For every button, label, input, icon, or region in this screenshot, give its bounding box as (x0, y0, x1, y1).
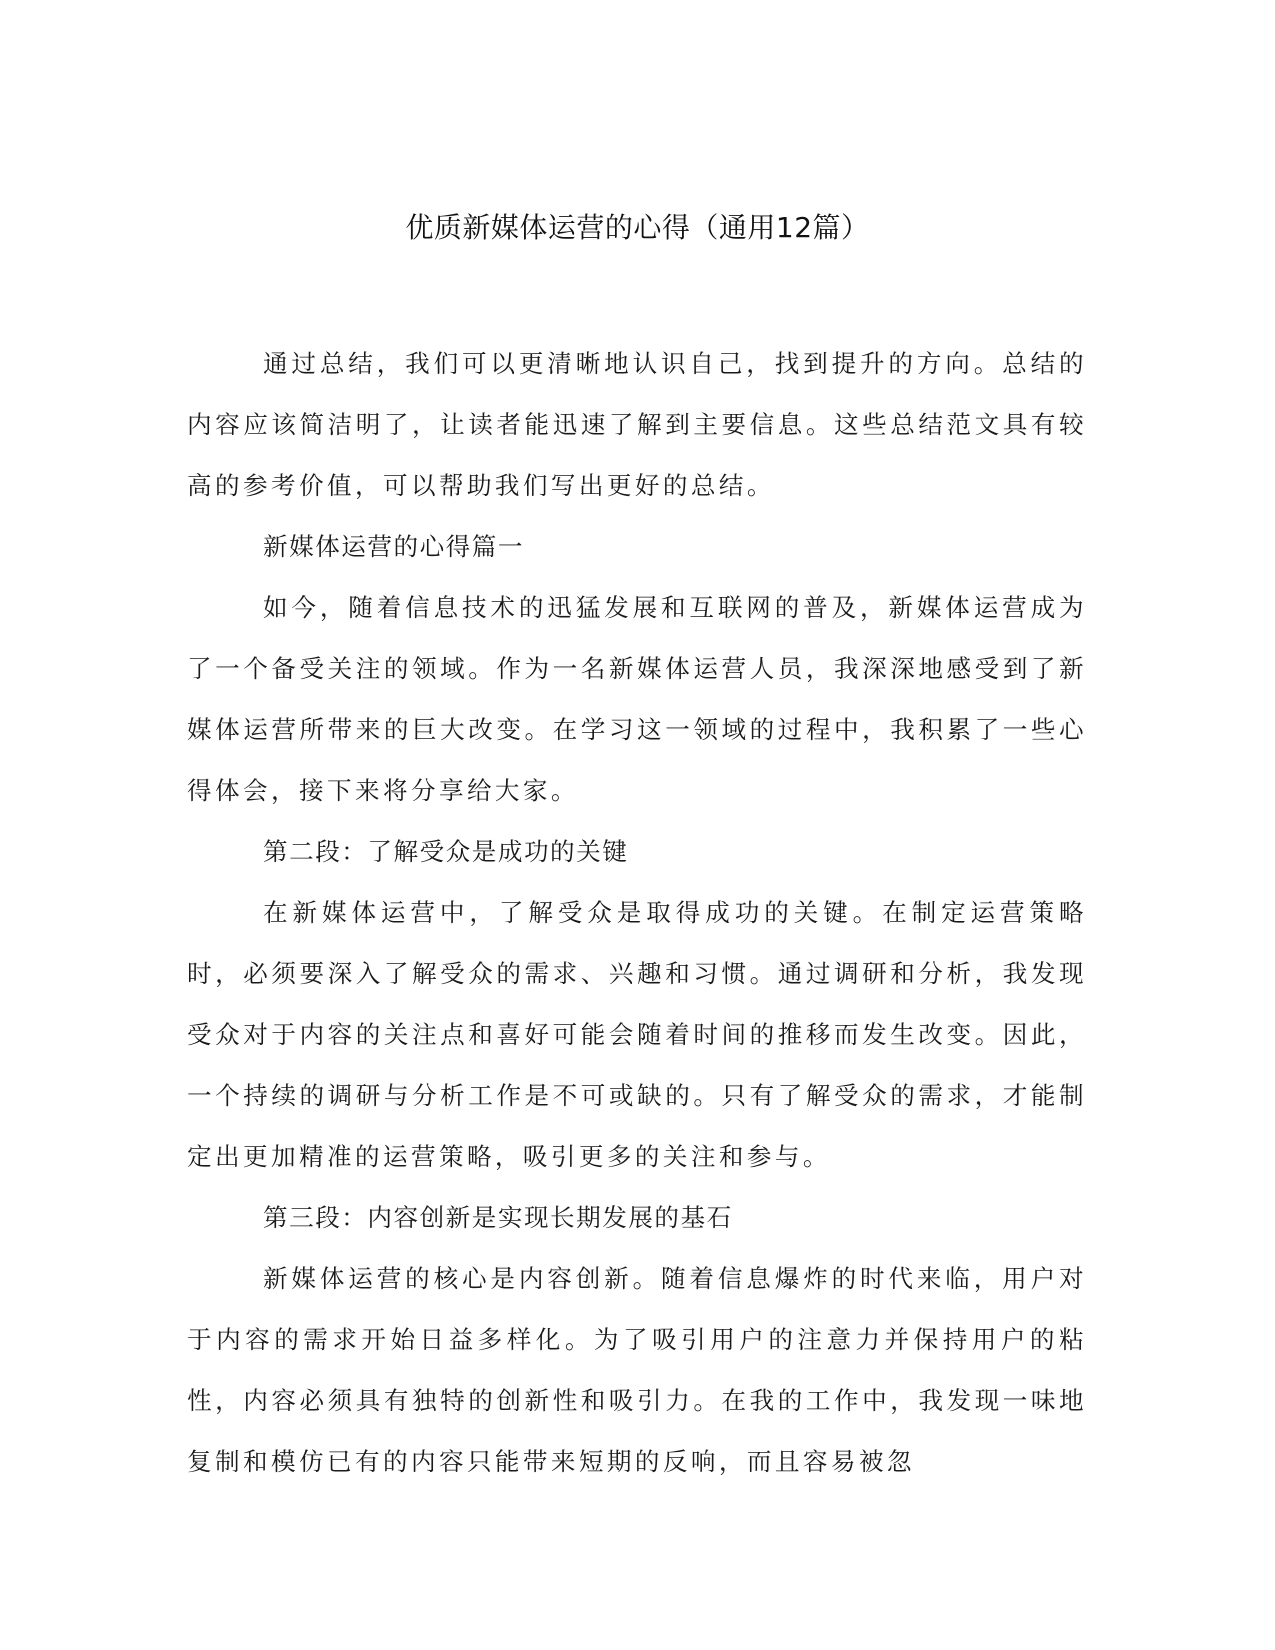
section-heading-paragraph-three: 第三段：内容创新是实现长期发展的基石 (263, 1203, 733, 1232)
body-paragraph: 如今，随着信息技术的迅猛发展和互联网的普及，新媒体运营成为了一个备受关注的领域。作为一名新媒体运营人员，我深深地感受到了新媒体运营所带来的巨大改变。在学习这一领域的过程中，我积累了一些心得体会，接下来将分享给大家。 (187, 593, 1087, 805)
section-heading-paragraph-two: 第二段：了解受众是成功的关键 (263, 837, 629, 866)
intro-paragraph: 通过总结，我们可以更清晰地认识自己，找到提升的方向。总结的内容应该简洁明了，让读者能迅速了解到主要信息。这些总结范文具有较高的参考价值，可以帮助我们写出更好的总结。 (187, 349, 1087, 500)
document-body (187, 333, 1087, 1492)
body-paragraph: 在新媒体运营中，了解受众是取得成功的关键。在制定运营策略时，必须要深入了解受众的需求、兴趣和习惯。通过调研和分析，我发现受众对于内容的关注点和喜好可能会随着时间的推移而发生改变。因此，一个持续的调研与分析工作是不可或缺的。只有了解受众的需求，才能制定出更加精准的运营策略，吸引更多的关注和参与。 (187, 898, 1087, 1171)
document-title: 优质新媒体运营的心得（通用12篇） (405, 211, 870, 244)
section-heading-part-one: 新媒体运营的心得篇一 (263, 532, 524, 561)
body-paragraph: 新媒体运营的核心是内容创新。随着信息爆炸的时代来临，用户对于内容的需求开始日益多样化。为了吸引用户的注意力并保持用户的粘性，内容必须具有独特的创新性和吸引力。在我的工作中，我发现一味地复制和模仿已有的内容只能带来短期的反响，而且容易被忽 (187, 1264, 1087, 1476)
